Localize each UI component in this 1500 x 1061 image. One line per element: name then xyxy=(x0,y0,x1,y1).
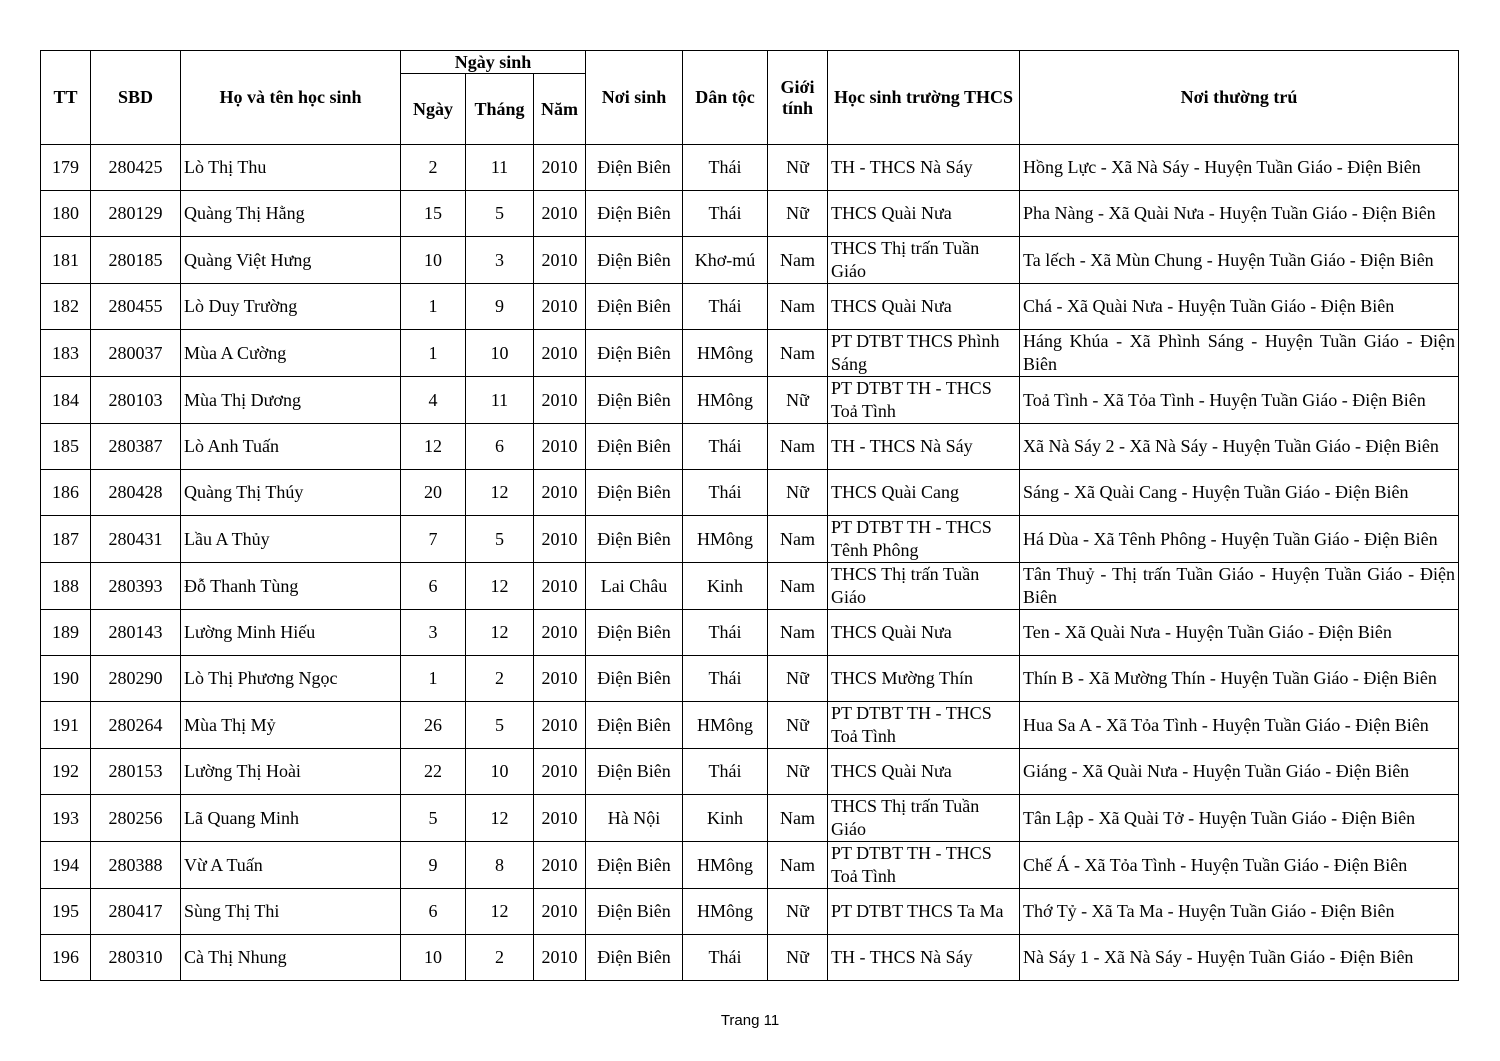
ethnicity-cell: HMông xyxy=(683,702,768,749)
school-cell: TH - THCS Nà Sáy xyxy=(828,424,1020,470)
day-cell: 5 xyxy=(401,795,466,842)
year-cell: 2010 xyxy=(534,656,586,702)
school-cell: PT DTBT TH - THCS Tênh Phông xyxy=(828,516,1020,563)
gender-cell: Nữ xyxy=(768,191,828,237)
residence-cell: Ta lếch - Xã Mùn Chung - Huyện Tuần Giáo - Điện Biên xyxy=(1020,237,1459,284)
ethnicity-cell: Thái xyxy=(683,935,768,981)
gender-cell: Nam xyxy=(768,284,828,330)
year-cell: 2010 xyxy=(534,377,586,424)
gender-cell: Nữ xyxy=(768,889,828,935)
school-cell: THCS Mường Thín xyxy=(828,656,1020,702)
gender-cell: Nữ xyxy=(768,145,828,191)
ethnicity-cell: HMông xyxy=(683,377,768,424)
tt-cell: 179 xyxy=(41,145,91,191)
day-cell: 3 xyxy=(401,610,466,656)
header-tt: TT xyxy=(41,51,91,145)
day-cell: 10 xyxy=(401,237,466,284)
school-cell: THCS Quài Nưa xyxy=(828,191,1020,237)
header-birthplace: Nơi sinh xyxy=(586,51,683,145)
sbd-cell: 280425 xyxy=(91,145,181,191)
day-cell: 6 xyxy=(401,563,466,610)
header-school: Học sinh trường THCS xyxy=(828,51,1020,145)
name-cell: Quàng Thị Hằng xyxy=(181,191,401,237)
birthplace-cell: Điện Biên xyxy=(586,516,683,563)
birthplace-cell: Điện Biên xyxy=(586,656,683,702)
table-row xyxy=(41,749,1459,795)
table-row xyxy=(41,284,1459,330)
sbd-cell: 280143 xyxy=(91,610,181,656)
ethnicity-cell: HMông xyxy=(683,330,768,377)
birthplace-cell: Hà Nội xyxy=(586,795,683,842)
day-cell: 9 xyxy=(401,842,466,889)
tt-cell: 182 xyxy=(41,284,91,330)
birthplace-cell: Điện Biên xyxy=(586,284,683,330)
year-cell: 2010 xyxy=(534,470,586,516)
page-number: Trang 11 xyxy=(720,1012,780,1029)
tt-cell: 181 xyxy=(41,237,91,284)
header-name: Họ và tên học sinh xyxy=(181,51,401,145)
name-cell: Quàng Thị Thúy xyxy=(181,470,401,516)
month-cell: 12 xyxy=(466,795,534,842)
table-row xyxy=(41,191,1459,237)
month-cell: 11 xyxy=(466,377,534,424)
residence-cell: Toả Tình - Xã Tỏa Tình - Huyện Tuần Giáo - Điện Biên xyxy=(1020,377,1459,424)
name-cell: Sùng Thị Thi xyxy=(181,889,401,935)
name-cell: Mùa Thị Dương xyxy=(181,377,401,424)
gender-cell: Nam xyxy=(768,610,828,656)
gender-cell: Nữ xyxy=(768,749,828,795)
sbd-cell: 280290 xyxy=(91,656,181,702)
table-row xyxy=(41,610,1459,656)
month-cell: 2 xyxy=(466,935,534,981)
gender-cell: Nam xyxy=(768,237,828,284)
year-cell: 2010 xyxy=(534,424,586,470)
sbd-cell: 280153 xyxy=(91,749,181,795)
year-cell: 2010 xyxy=(534,702,586,749)
school-cell: PT DTBT TH - THCS Toả Tình xyxy=(828,702,1020,749)
tt-cell: 185 xyxy=(41,424,91,470)
residence-cell: Hua Sa A - Xã Tỏa Tình - Huyện Tuần Giáo - Điện Biên xyxy=(1020,702,1459,749)
table-row xyxy=(41,563,1459,610)
school-cell: TH - THCS Nà Sáy xyxy=(828,145,1020,191)
residence-cell: Thín B - Xã Mường Thín - Huyện Tuần Giáo - Điện Biên xyxy=(1020,656,1459,702)
month-cell: 12 xyxy=(466,889,534,935)
header-residence: Nơi thường trú xyxy=(1020,51,1459,145)
year-cell: 2010 xyxy=(534,889,586,935)
table-row xyxy=(41,145,1459,191)
day-cell: 1 xyxy=(401,330,466,377)
header-year: Năm xyxy=(534,74,586,145)
sbd-cell: 280388 xyxy=(91,842,181,889)
sbd-cell: 280387 xyxy=(91,424,181,470)
year-cell: 2010 xyxy=(534,935,586,981)
gender-cell: Nữ xyxy=(768,702,828,749)
school-cell: PT DTBT TH - THCS Toả Tình xyxy=(828,377,1020,424)
sbd-cell: 280431 xyxy=(91,516,181,563)
day-cell: 26 xyxy=(401,702,466,749)
month-cell: 3 xyxy=(466,237,534,284)
tt-cell: 190 xyxy=(41,656,91,702)
ethnicity-cell: HMông xyxy=(683,889,768,935)
residence-cell: Ten - Xã Quài Nưa - Huyện Tuần Giáo - Điện Biên xyxy=(1020,610,1459,656)
ethnicity-cell: HMông xyxy=(683,842,768,889)
school-cell: THCS Thị trấn Tuần Giáo xyxy=(828,563,1020,610)
birthplace-cell: Điện Biên xyxy=(586,610,683,656)
day-cell: 12 xyxy=(401,424,466,470)
table-row xyxy=(41,656,1459,702)
year-cell: 2010 xyxy=(534,749,586,795)
ethnicity-cell: Khơ-mú xyxy=(683,237,768,284)
residence-cell: Tân Lập - Xã Quài Tở - Huyện Tuần Giáo - Điện Biên xyxy=(1020,795,1459,842)
student-list-table xyxy=(40,50,1459,981)
ethnicity-cell: HMông xyxy=(683,516,768,563)
year-cell: 2010 xyxy=(534,330,586,377)
day-cell: 20 xyxy=(401,470,466,516)
gender-cell: Nam xyxy=(768,842,828,889)
table-row xyxy=(41,470,1459,516)
school-cell: THCS Quài Cang xyxy=(828,470,1020,516)
residence-cell: Giáng - Xã Quài Nưa - Huyện Tuần Giáo - Điện Biên xyxy=(1020,749,1459,795)
gender-cell: Nam xyxy=(768,563,828,610)
name-cell: Đỗ Thanh Tùng xyxy=(181,563,401,610)
residence-cell: Háng Khúa - Xã Phình Sáng - Huyện Tuần Giáo - Điện Biên xyxy=(1020,330,1459,377)
header-ethnicity: Dân tộc xyxy=(683,51,768,145)
school-cell: TH - THCS Nà Sáy xyxy=(828,935,1020,981)
residence-cell: Chế Á - Xã Tỏa Tình - Huyện Tuần Giáo - Điện Biên xyxy=(1020,842,1459,889)
sbd-cell: 280417 xyxy=(91,889,181,935)
birthplace-cell: Điện Biên xyxy=(586,424,683,470)
table-row xyxy=(41,377,1459,424)
name-cell: Lò Thị Thu xyxy=(181,145,401,191)
table-row xyxy=(41,516,1459,563)
sbd-cell: 280037 xyxy=(91,330,181,377)
name-cell: Lò Anh Tuấn xyxy=(181,424,401,470)
birthplace-cell: Điện Biên xyxy=(586,330,683,377)
day-cell: 4 xyxy=(401,377,466,424)
month-cell: 11 xyxy=(466,145,534,191)
table-body xyxy=(41,145,1459,981)
residence-cell: Pha Nàng - Xã Quài Nưa - Huyện Tuần Giáo - Điện Biên xyxy=(1020,191,1459,237)
header-gender: Giới tính xyxy=(768,51,828,145)
gender-cell: Nam xyxy=(768,330,828,377)
table-row xyxy=(41,842,1459,889)
tt-cell: 191 xyxy=(41,702,91,749)
gender-cell: Nữ xyxy=(768,377,828,424)
month-cell: 6 xyxy=(466,424,534,470)
day-cell: 15 xyxy=(401,191,466,237)
header-month: Tháng xyxy=(466,74,534,145)
ethnicity-cell: Thái xyxy=(683,610,768,656)
month-cell: 10 xyxy=(466,330,534,377)
school-cell: PT DTBT THCS Ta Ma xyxy=(828,889,1020,935)
tt-cell: 187 xyxy=(41,516,91,563)
name-cell: Quàng Việt Hưng xyxy=(181,237,401,284)
birthplace-cell: Điện Biên xyxy=(586,935,683,981)
gender-cell: Nam xyxy=(768,795,828,842)
tt-cell: 184 xyxy=(41,377,91,424)
day-cell: 10 xyxy=(401,935,466,981)
month-cell: 8 xyxy=(466,842,534,889)
sbd-cell: 280256 xyxy=(91,795,181,842)
ethnicity-cell: Kinh xyxy=(683,563,768,610)
name-cell: Lường Thị Hoài xyxy=(181,749,401,795)
year-cell: 2010 xyxy=(534,145,586,191)
school-cell: THCS Thị trấn Tuần Giáo xyxy=(828,795,1020,842)
residence-cell: Chá - Xã Quài Nưa - Huyện Tuần Giáo - Điện Biên xyxy=(1020,284,1459,330)
table-header xyxy=(41,51,1459,145)
header-sbd: SBD xyxy=(91,51,181,145)
residence-cell: Nà Sáy 1 - Xã Nà Sáy - Huyện Tuần Giáo - Điện Biên xyxy=(1020,935,1459,981)
month-cell: 9 xyxy=(466,284,534,330)
gender-cell: Nam xyxy=(768,424,828,470)
ethnicity-cell: Thái xyxy=(683,656,768,702)
gender-cell: Nữ xyxy=(768,935,828,981)
residence-cell: Thớ Tỷ - Xã Ta Ma - Huyện Tuần Giáo - Điện Biên xyxy=(1020,889,1459,935)
sbd-cell: 280185 xyxy=(91,237,181,284)
sbd-cell: 280310 xyxy=(91,935,181,981)
residence-cell: Há Dùa - Xã Tênh Phông - Huyện Tuần Giáo - Điện Biên xyxy=(1020,516,1459,563)
year-cell: 2010 xyxy=(534,191,586,237)
tt-cell: 192 xyxy=(41,749,91,795)
birthplace-cell: Điện Biên xyxy=(586,377,683,424)
month-cell: 12 xyxy=(466,470,534,516)
sbd-cell: 280264 xyxy=(91,702,181,749)
school-cell: THCS Quài Nưa xyxy=(828,610,1020,656)
month-cell: 5 xyxy=(466,191,534,237)
year-cell: 2010 xyxy=(534,610,586,656)
table-row xyxy=(41,330,1459,377)
year-cell: 2010 xyxy=(534,284,586,330)
gender-cell: Nam xyxy=(768,516,828,563)
tt-cell: 183 xyxy=(41,330,91,377)
school-cell: THCS Quài Nưa xyxy=(828,749,1020,795)
month-cell: 5 xyxy=(466,516,534,563)
day-cell: 7 xyxy=(401,516,466,563)
residence-cell: Sáng - Xã Quài Cang - Huyện Tuần Giáo - Điện Biên xyxy=(1020,470,1459,516)
sbd-cell: 280393 xyxy=(91,563,181,610)
residence-cell: Xã Nà Sáy 2 - Xã Nà Sáy - Huyện Tuần Giáo - Điện Biên xyxy=(1020,424,1459,470)
tt-cell: 193 xyxy=(41,795,91,842)
month-cell: 2 xyxy=(466,656,534,702)
gender-cell: Nữ xyxy=(768,656,828,702)
month-cell: 12 xyxy=(466,563,534,610)
month-cell: 5 xyxy=(466,702,534,749)
sbd-cell: 280455 xyxy=(91,284,181,330)
sbd-cell: 280103 xyxy=(91,377,181,424)
year-cell: 2010 xyxy=(534,842,586,889)
school-cell: THCS Quài Nưa xyxy=(828,284,1020,330)
birthplace-cell: Điện Biên xyxy=(586,191,683,237)
name-cell: Lường Minh Hiếu xyxy=(181,610,401,656)
name-cell: Mùa Thị Mỷ xyxy=(181,702,401,749)
ethnicity-cell: Kinh xyxy=(683,795,768,842)
day-cell: 2 xyxy=(401,145,466,191)
name-cell: Vừ A Tuấn xyxy=(181,842,401,889)
birthplace-cell: Lai Châu xyxy=(586,563,683,610)
table-row xyxy=(41,702,1459,749)
table-row xyxy=(41,424,1459,470)
ethnicity-cell: Thái xyxy=(683,284,768,330)
ethnicity-cell: Thái xyxy=(683,749,768,795)
ethnicity-cell: Thái xyxy=(683,470,768,516)
name-cell: Cà Thị Nhung xyxy=(181,935,401,981)
tt-cell: 194 xyxy=(41,842,91,889)
sbd-cell: 280428 xyxy=(91,470,181,516)
birthplace-cell: Điện Biên xyxy=(586,470,683,516)
day-cell: 1 xyxy=(401,656,466,702)
name-cell: Mùa A Cường xyxy=(181,330,401,377)
year-cell: 2010 xyxy=(534,795,586,842)
tt-cell: 189 xyxy=(41,610,91,656)
table-row xyxy=(41,795,1459,842)
year-cell: 2010 xyxy=(534,563,586,610)
birthplace-cell: Điện Biên xyxy=(586,889,683,935)
tt-cell: 195 xyxy=(41,889,91,935)
header-dob-group: Ngày sinh xyxy=(401,51,586,74)
name-cell: Lã Quang Minh xyxy=(181,795,401,842)
school-cell: PT DTBT THCS Phình Sáng xyxy=(828,330,1020,377)
table-row xyxy=(41,889,1459,935)
birthplace-cell: Điện Biên xyxy=(586,702,683,749)
tt-cell: 196 xyxy=(41,935,91,981)
birthplace-cell: Điện Biên xyxy=(586,237,683,284)
birthplace-cell: Điện Biên xyxy=(586,842,683,889)
sbd-cell: 280129 xyxy=(91,191,181,237)
year-cell: 2010 xyxy=(534,516,586,563)
residence-cell: Tân Thuỷ - Thị trấn Tuần Giáo - Huyện Tuần Giáo - Điện Biên xyxy=(1020,563,1459,610)
table-row xyxy=(41,935,1459,981)
name-cell: Lò Duy Trường xyxy=(181,284,401,330)
ethnicity-cell: Thái xyxy=(683,145,768,191)
tt-cell: 186 xyxy=(41,470,91,516)
tt-cell: 180 xyxy=(41,191,91,237)
header-day: Ngày xyxy=(401,74,466,145)
day-cell: 6 xyxy=(401,889,466,935)
name-cell: Lò Thị Phương Ngọc xyxy=(181,656,401,702)
month-cell: 10 xyxy=(466,749,534,795)
birthplace-cell: Điện Biên xyxy=(586,145,683,191)
month-cell: 12 xyxy=(466,610,534,656)
tt-cell: 188 xyxy=(41,563,91,610)
ethnicity-cell: Thái xyxy=(683,191,768,237)
gender-cell: Nữ xyxy=(768,470,828,516)
year-cell: 2010 xyxy=(534,237,586,284)
day-cell: 1 xyxy=(401,284,466,330)
table-row xyxy=(41,237,1459,284)
school-cell: PT DTBT TH - THCS Toả Tình xyxy=(828,842,1020,889)
day-cell: 22 xyxy=(401,749,466,795)
name-cell: Lầu A Thủy xyxy=(181,516,401,563)
birthplace-cell: Điện Biên xyxy=(586,749,683,795)
school-cell: THCS Thị trấn Tuần Giáo xyxy=(828,237,1020,284)
residence-cell: Hồng Lực - Xã Nà Sáy - Huyện Tuần Giáo - Điện Biên xyxy=(1020,145,1459,191)
ethnicity-cell: Thái xyxy=(683,424,768,470)
